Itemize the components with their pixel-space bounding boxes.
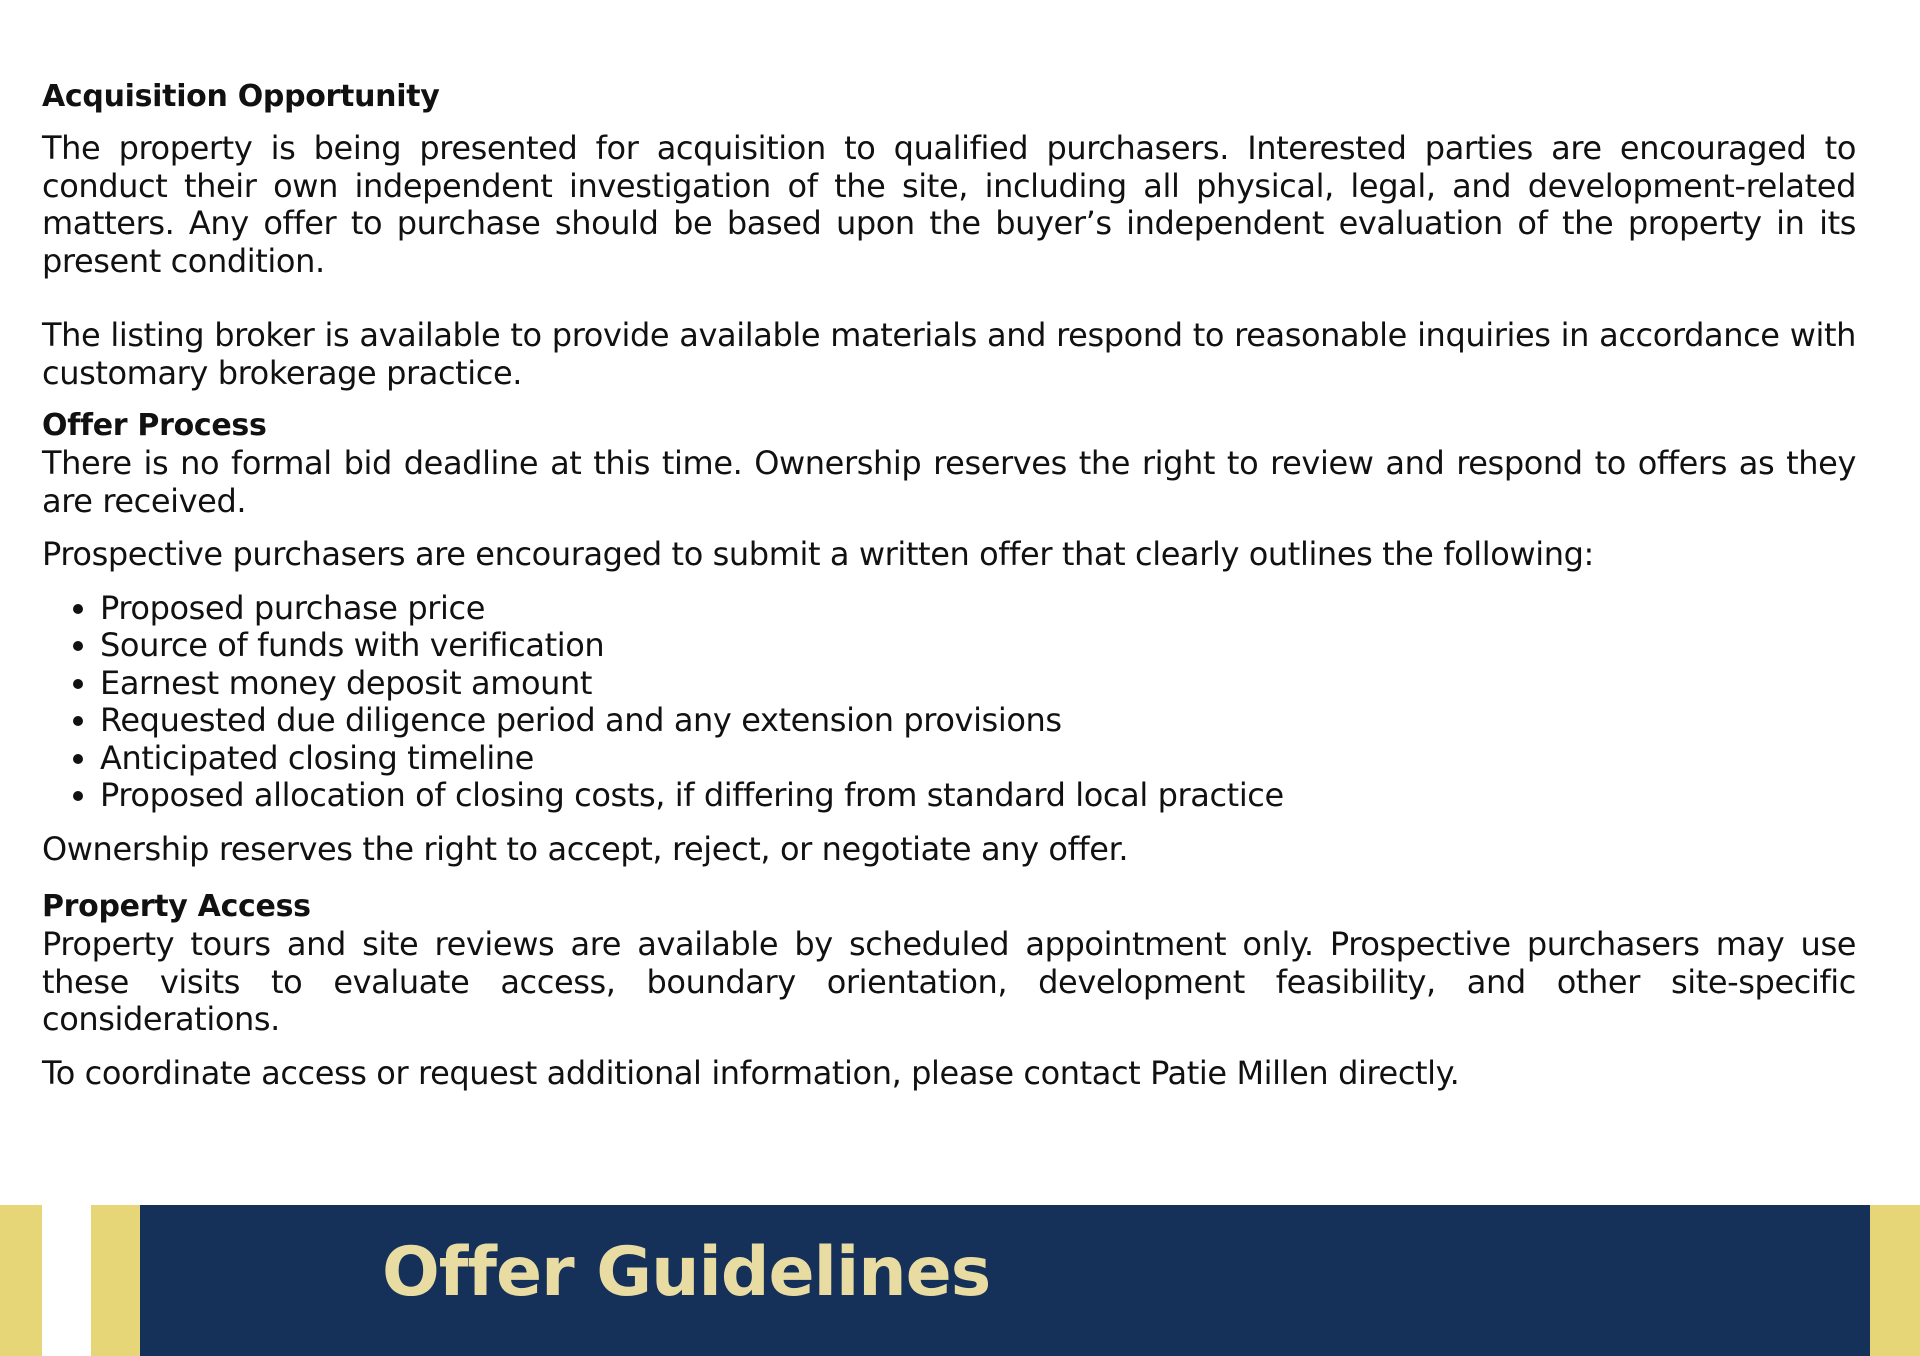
offer-process-paragraph-1: There is no formal bid deadline at this time. Ownership reserves the right to review and respond to offers as they are received. [42,444,1856,520]
gold-stripe [1870,1205,1920,1356]
banner-title: Offer Guidelines [382,1233,991,1312]
property-access-paragraph-1: Property tours and site reviews are available by scheduled appointment only. Prospective purchasers may use these visits to evaluate access, boundary orientation, development feasibility, and other site-specific considerations. [42,925,1856,1038]
acquisition-heading: Acquisition Opportunity [42,79,440,114]
white-stripe [42,1205,91,1356]
navy-band [140,1205,1870,1356]
offer-process-paragraph-2: Prospective purchasers are encouraged to submit a written offer that clearly outlines the following: [42,535,1594,573]
list-item: • Proposed purchase price [100,590,1856,628]
list-item: • Source of funds with verification [100,627,1856,665]
acquisition-paragraph-2: The listing broker is available to provide available materials and respond to reasonable inquiries in accordance with customary brokerage practice. [42,316,1856,392]
offer-guidelines-banner [0,1205,1920,1356]
gold-stripe [91,1205,140,1356]
list-item: • Requested due diligence period and any extension provisions [100,702,1856,740]
acquisition-paragraph-1: The property is being presented for acquisition to qualified purchasers. Interested parties are encouraged to conduct their own independent investigation of the site, including all physical, legal, and development-related matters. Any offer to purchase should be based upon the buyer’s independent evaluation of the property in its present condition. [42,129,1856,280]
offer-process-heading: Offer Process [42,408,267,443]
list-item: • Proposed allocation of closing costs, if differing from standard local practice [100,777,1856,815]
list-item: • Anticipated closing timeline [100,740,1856,778]
gold-stripe [0,1205,42,1356]
document-body [42,78,1856,1092]
offer-process-paragraph-3: Ownership reserves the right to accept, reject, or negotiate any offer. [42,829,1129,868]
list-item: • Earnest money deposit amount [100,665,1856,703]
offer-requirements-list [42,590,1856,815]
property-access-heading: Property Access [42,889,311,924]
property-access-paragraph-2: To coordinate access or request additional information, please contact Patie Millen directly. [42,1053,1460,1092]
